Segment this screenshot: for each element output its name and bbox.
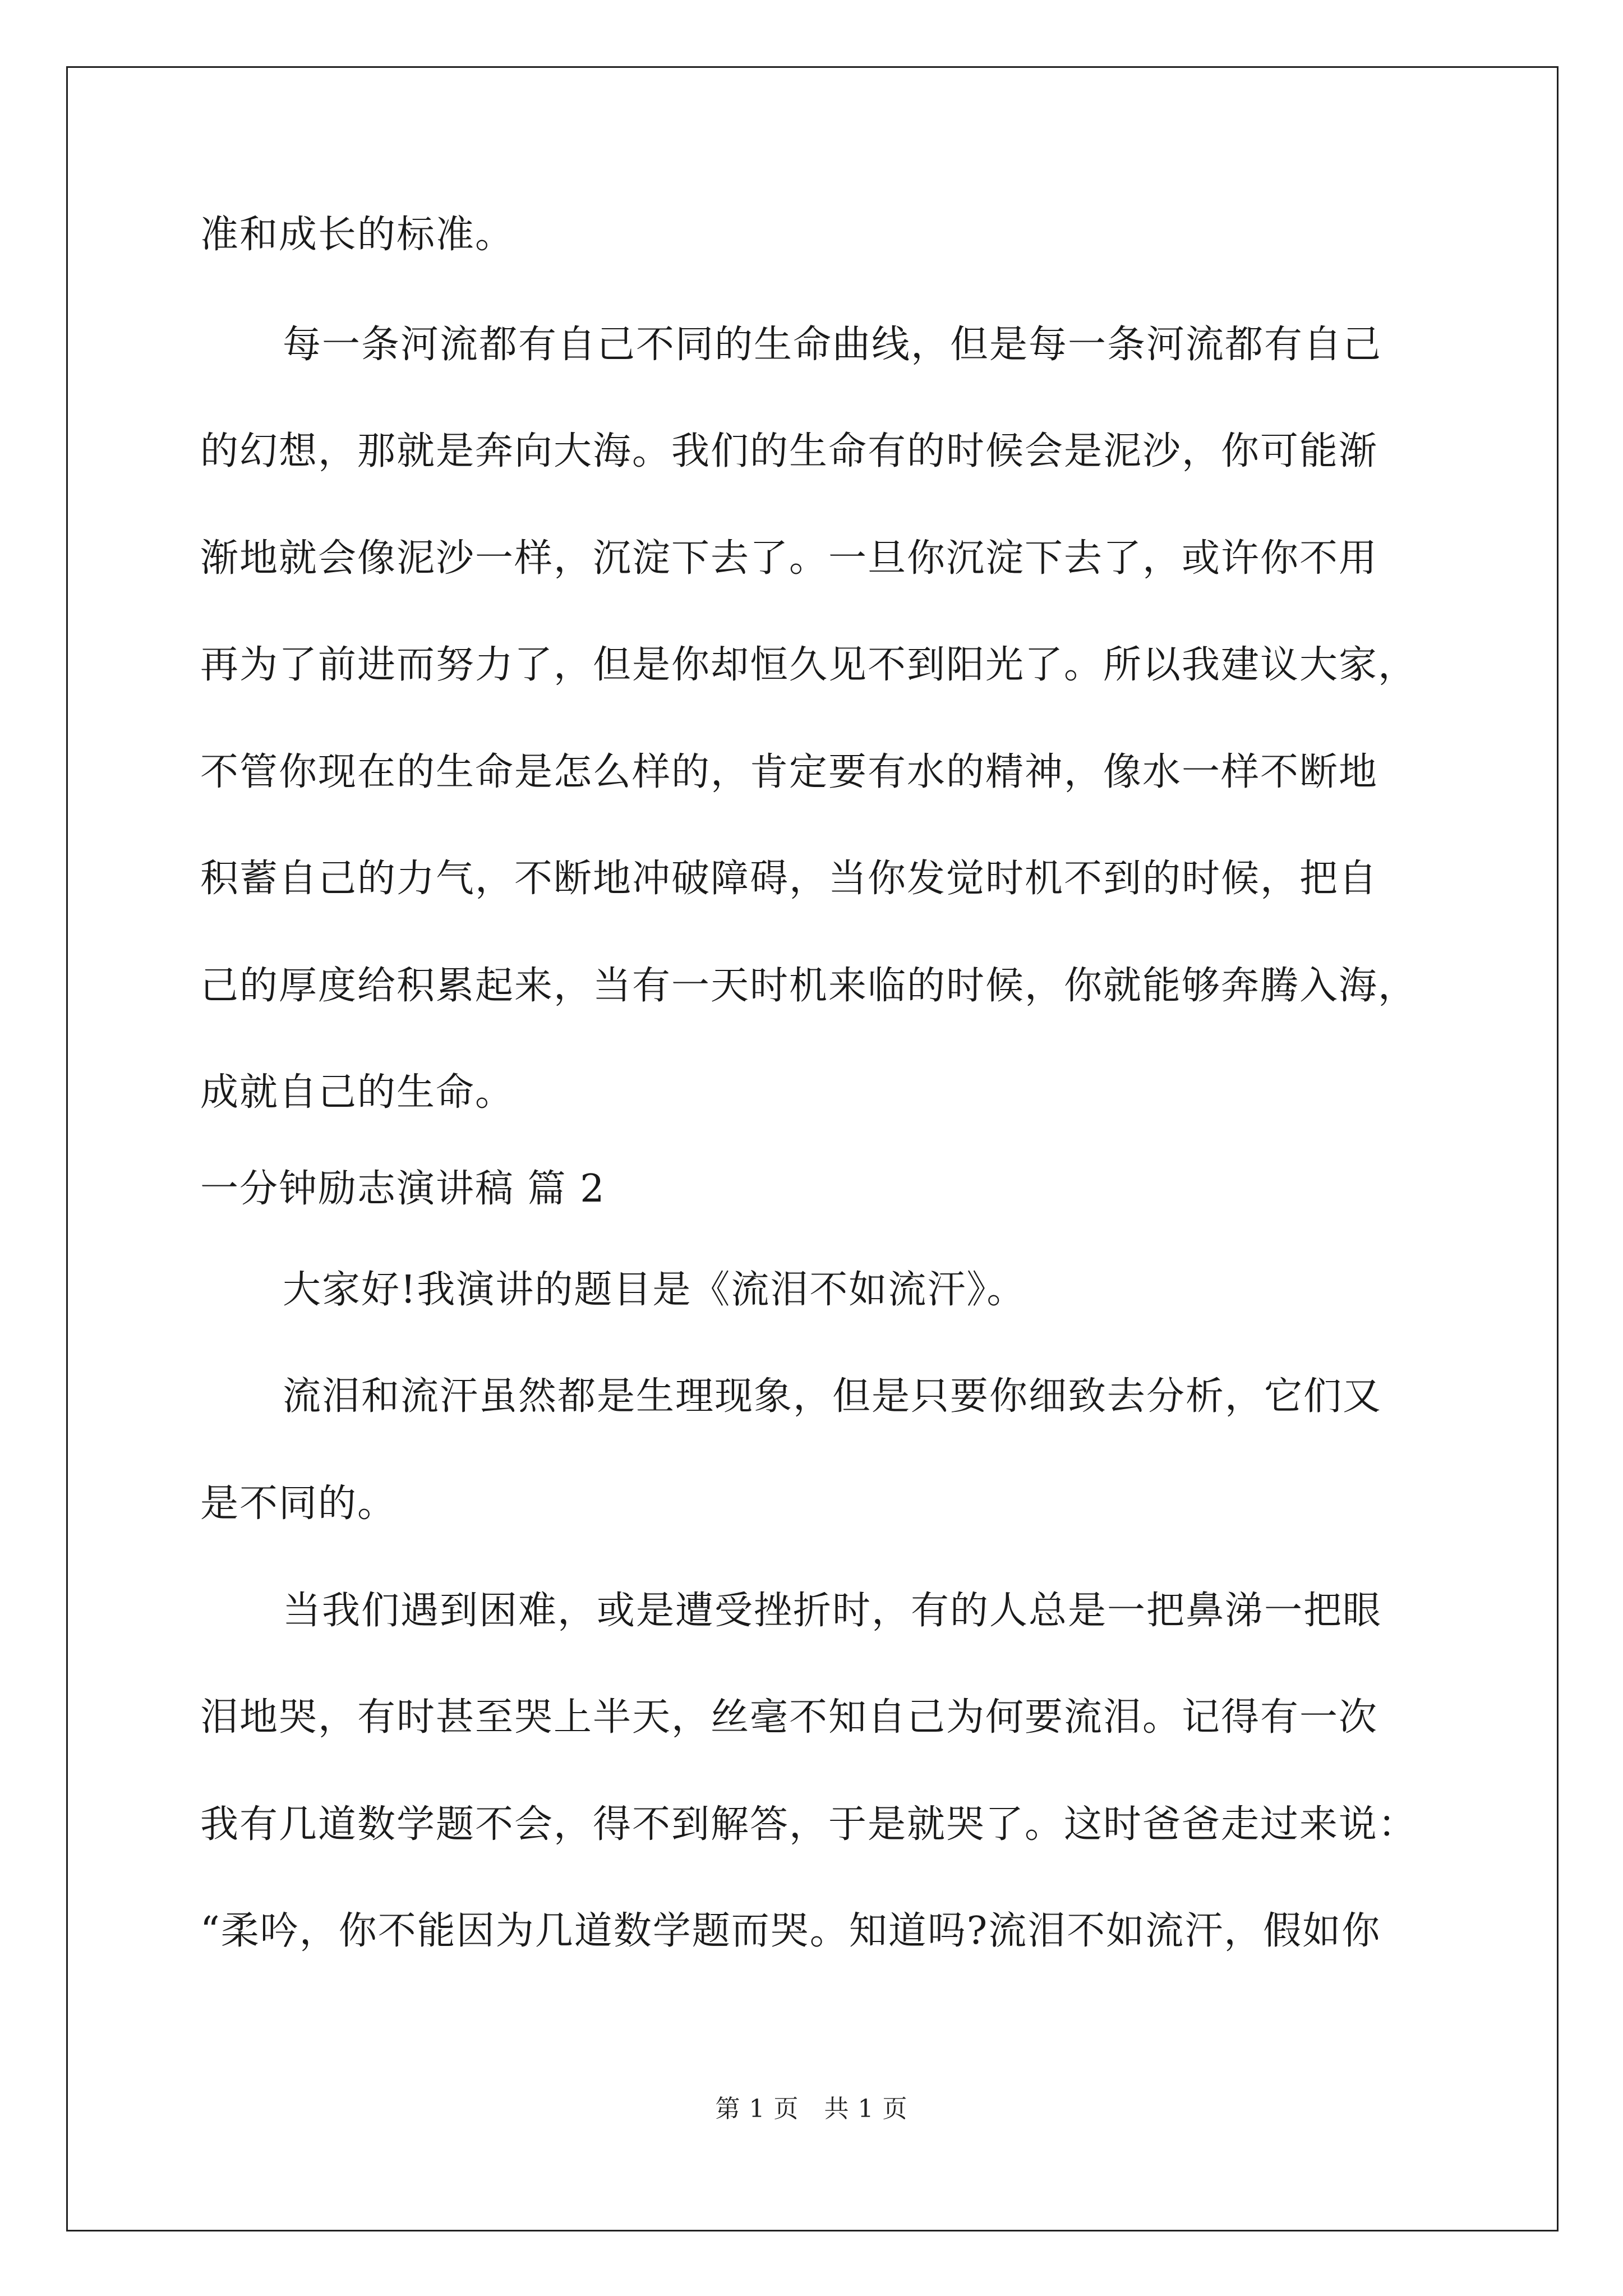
page-number: 第 1 页 共 1 页 xyxy=(715,2095,908,2123)
text-line: 大家好!我演讲的题目是《流泪不如流汗》。 xyxy=(283,1268,1026,1312)
text-line: 成就自己的生命。 xyxy=(200,1070,515,1115)
text-line: 积蓄自己的力气，不断地冲破障碍，当你发觉时机不到的时候，把自 xyxy=(200,857,1378,901)
text-line: 己的厚度给积累起来，当有一天时机来临的时候，你就能够奔腾入海， xyxy=(200,964,1418,1008)
text-line: 当我们遇到困难，或是遭受挫折时，有的人总是一把鼻涕一把眼 xyxy=(283,1589,1382,1633)
text-line: 再为了前进而努力了，但是你却恒久见不到阳光了。所以我建议大家， xyxy=(200,643,1418,687)
text-line: “柔吟，你不能因为几道数学题而哭。知道吗?流泪不如流汗，假如你 xyxy=(200,1909,1381,1953)
text-line: 流泪和流汗虽然都是生理现象，但是只要你细致去分析，它们又 xyxy=(283,1374,1382,1419)
text-line: 泪地哭，有时甚至哭上半天，丝毫不知自己为何要流泪。记得有一次 xyxy=(200,1695,1378,1740)
section-heading: 一分钟励志演讲稿 篇 2 xyxy=(200,1167,606,1211)
text-line: 是不同的。 xyxy=(200,1481,397,1526)
text-line: 准和成长的标准。 xyxy=(200,213,515,257)
text-line: 我有几道数学题不会，得不到解答，于是就哭了。这时爸爸走过来说： xyxy=(200,1802,1418,1847)
text-line: 渐地就会像泥沙一样，沉淀下去了。一旦你沉淀下去了，或许你不用 xyxy=(200,536,1378,581)
text-line: 的幻想，那就是奔向大海。我们的生命有的时候会是泥沙，你可能渐 xyxy=(200,429,1378,473)
text-line: 每一条河流都有自己不同的生命曲线，但是每一条河流都有自己 xyxy=(283,323,1382,367)
page-border xyxy=(66,66,1559,2231)
text-line: 不管你现在的生命是怎么样的，肯定要有水的精神，像水一样不断地 xyxy=(200,750,1378,794)
